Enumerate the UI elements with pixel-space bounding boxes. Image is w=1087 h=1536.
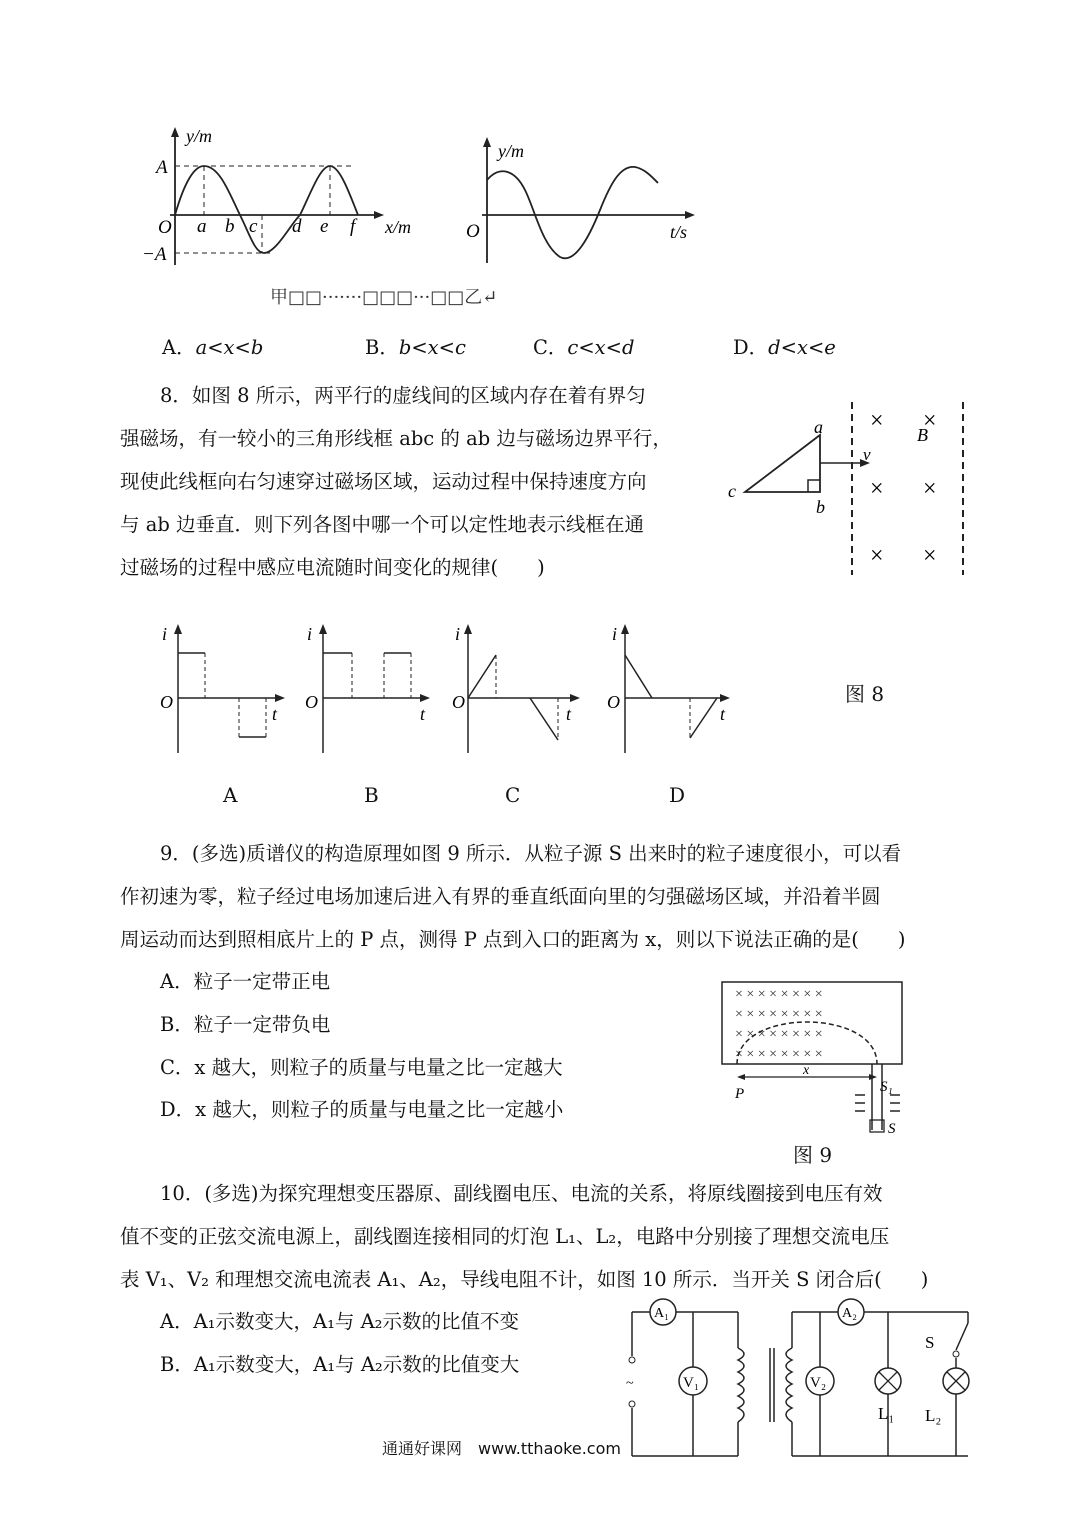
ammeter-A1-label: A₁ [654,1306,669,1321]
lamp-L2-label: L₂ [925,1406,942,1425]
current-graph-c [450,620,585,760]
transformer-circuit-figure [620,1298,980,1466]
graph-letter-c: C [505,783,521,807]
q7-option-d: D．d<x<e [733,336,836,359]
lamp-L1-label: L₁ [878,1404,895,1423]
voltmeter-V1-label: V₁ [683,1375,700,1391]
q9-option-d: D．x 越大，则粒子的质量与电量之比一定越小 [160,1098,564,1121]
current-graph-d [600,620,740,760]
q8-line-3: 现使此线框向右匀速穿过磁场区域，运动过程中保持速度方向 [120,470,647,493]
field-cross-icon: × [923,408,937,434]
q8-line-4: 与 ab 边垂直．则下列各图中哪一个可以定性地表示线框在通 [120,513,645,536]
graph-c-origin: O [452,692,465,712]
velocity-label: v [863,445,871,464]
graph-c-i-label: i [455,624,461,644]
point-f: f [350,216,356,237]
graph-letter-d: D [669,783,686,807]
y-axis-label-right: y/m [498,141,524,161]
ammeter-A2-label: A₂ [842,1306,857,1321]
field-cross-icon: × [870,476,884,502]
neg-amplitude-label: −A [142,244,167,265]
t-axis-label: t/s [670,222,688,242]
figure-9-caption: 图 9 [793,1143,833,1167]
graph-a-i-label: i [162,624,168,644]
slit-S1-label: S₁ [880,1079,893,1095]
q10-option-a: A．A₁示数变大，A₁与 A₂示数的比值不变 [160,1310,519,1333]
q7-option-c: C．c<x<d [533,336,635,359]
q10-option-b: B．A₁示数变大，A₁与 A₂示数的比值变大 [160,1353,520,1376]
source-S-label: S [888,1121,896,1137]
field-cross-icon: × [870,408,884,434]
graph-b-i-label: i [307,624,313,644]
figure-8-caption: 图 8 [845,682,885,706]
svg-text:× × × × × × × ×: × × × × × × × × [735,987,823,1002]
point-b: b [225,216,235,237]
switch-S-label: S [925,1333,935,1352]
field-cross-icon: × [870,543,884,569]
q9-line-3: 周运动而达到照相底片上的 P 点，测得 P 点到入口的距离为 x，则以下说法正确的是( ) [120,928,906,951]
graph-d-t-label: t [720,704,726,724]
q9-option-b: B．粒子一定带负电 [160,1013,331,1036]
vertex-c: c [728,481,736,501]
wave-graph-x [140,125,440,270]
svg-text:× × × × × × × ×: × × × × × × × × [735,1027,823,1042]
wave-graph-t [460,135,720,265]
field-label: B [917,425,928,445]
graph-d-i-label: i [612,624,618,644]
point-P-label: P [735,1086,745,1102]
graph-c-t-label: t [566,704,572,724]
mass-spectrometer-figure [715,980,915,1140]
q10-line-2: 值不变的正弦交流电源上，副线圈连接相同的灯泡 L₁、L₂，电路中分别接了理想交流电压 [120,1225,890,1248]
q9-option-c: C．x 越大，则粒子的质量与电量之比一定越大 [160,1056,563,1079]
field-cross-icon: × [923,476,937,502]
graph-letter-a: A [223,783,238,807]
x-axis-label: x/m [385,217,411,237]
q8-line-5: 过磁场的过程中感应电流随时间变化的规律( ) [120,556,545,579]
current-graph-a [155,620,290,760]
q9-line-1: 9．(多选)质谱仪的构造原理如图 9 所示．从粒子源 S 出来时的粒子速度很小，可以看 [160,842,902,865]
graph-b-origin: O [305,692,318,712]
graph-a-origin: O [160,692,173,712]
graph-b-t-label: t [420,704,426,724]
q7-option-b: B．b<x<c [365,336,466,359]
q9-line-2: 作初速为零，粒子经过电场加速后进入有界的垂直纸面向里的匀强磁场区域，并沿着半圆 [120,885,881,908]
vertex-b: b [816,497,825,517]
voltmeter-V2-label: V₂ [810,1375,827,1391]
ac-source-icon: ~ [626,1376,634,1391]
figure-caption-top: 甲□□·······□□□···□□乙↵ [270,287,498,308]
svg-text:× × × × × × × ×: × × × × × × × × [735,1007,823,1022]
graph-a-t-label: t [272,704,278,724]
graph-d-origin: O [607,692,620,712]
svg-text:× × × × × × × ×: × × × × × × × × [735,1047,823,1062]
point-c: c [249,216,258,237]
field-cross-icon: × [923,543,937,569]
vertex-a: a [814,417,823,437]
q8-line-2: 强磁场，有一较小的三角形线框 abc 的 ab 边与磁场边界平行， [120,427,672,450]
graph-letter-b: B [364,783,379,807]
y-axis-label: y/m [186,126,212,146]
origin-label-right: O [466,221,480,242]
point-d: d [292,216,302,237]
footer-watermark: 通通好课网 www.tthaoke.com [382,1439,621,1458]
q10-line-3: 表 V₁、V₂ 和理想交流电流表 A₁、A₂，导线电阻不计，如图 10 所示．当开关 S 闭合后( ) [120,1268,929,1291]
point-a: a [197,216,207,237]
q8-line-1: 8．如图 8 所示，两平行的虚线间的区域内存在着有界匀 [160,384,646,407]
current-graph-b [300,620,435,760]
origin-label: O [158,217,172,238]
amplitude-label: A [156,157,168,178]
point-e: e [320,216,329,237]
q9-option-a: A．粒子一定带正电 [160,970,331,993]
q7-option-a: A．a<x<b [162,336,264,359]
distance-x-label: x [803,1063,810,1078]
magnetic-field-figure [725,400,975,580]
q10-line-1: 10．(多选)为探究理想变压器原、副线圈电压、电流的关系，将原线圈接到电压有效 [160,1182,883,1205]
